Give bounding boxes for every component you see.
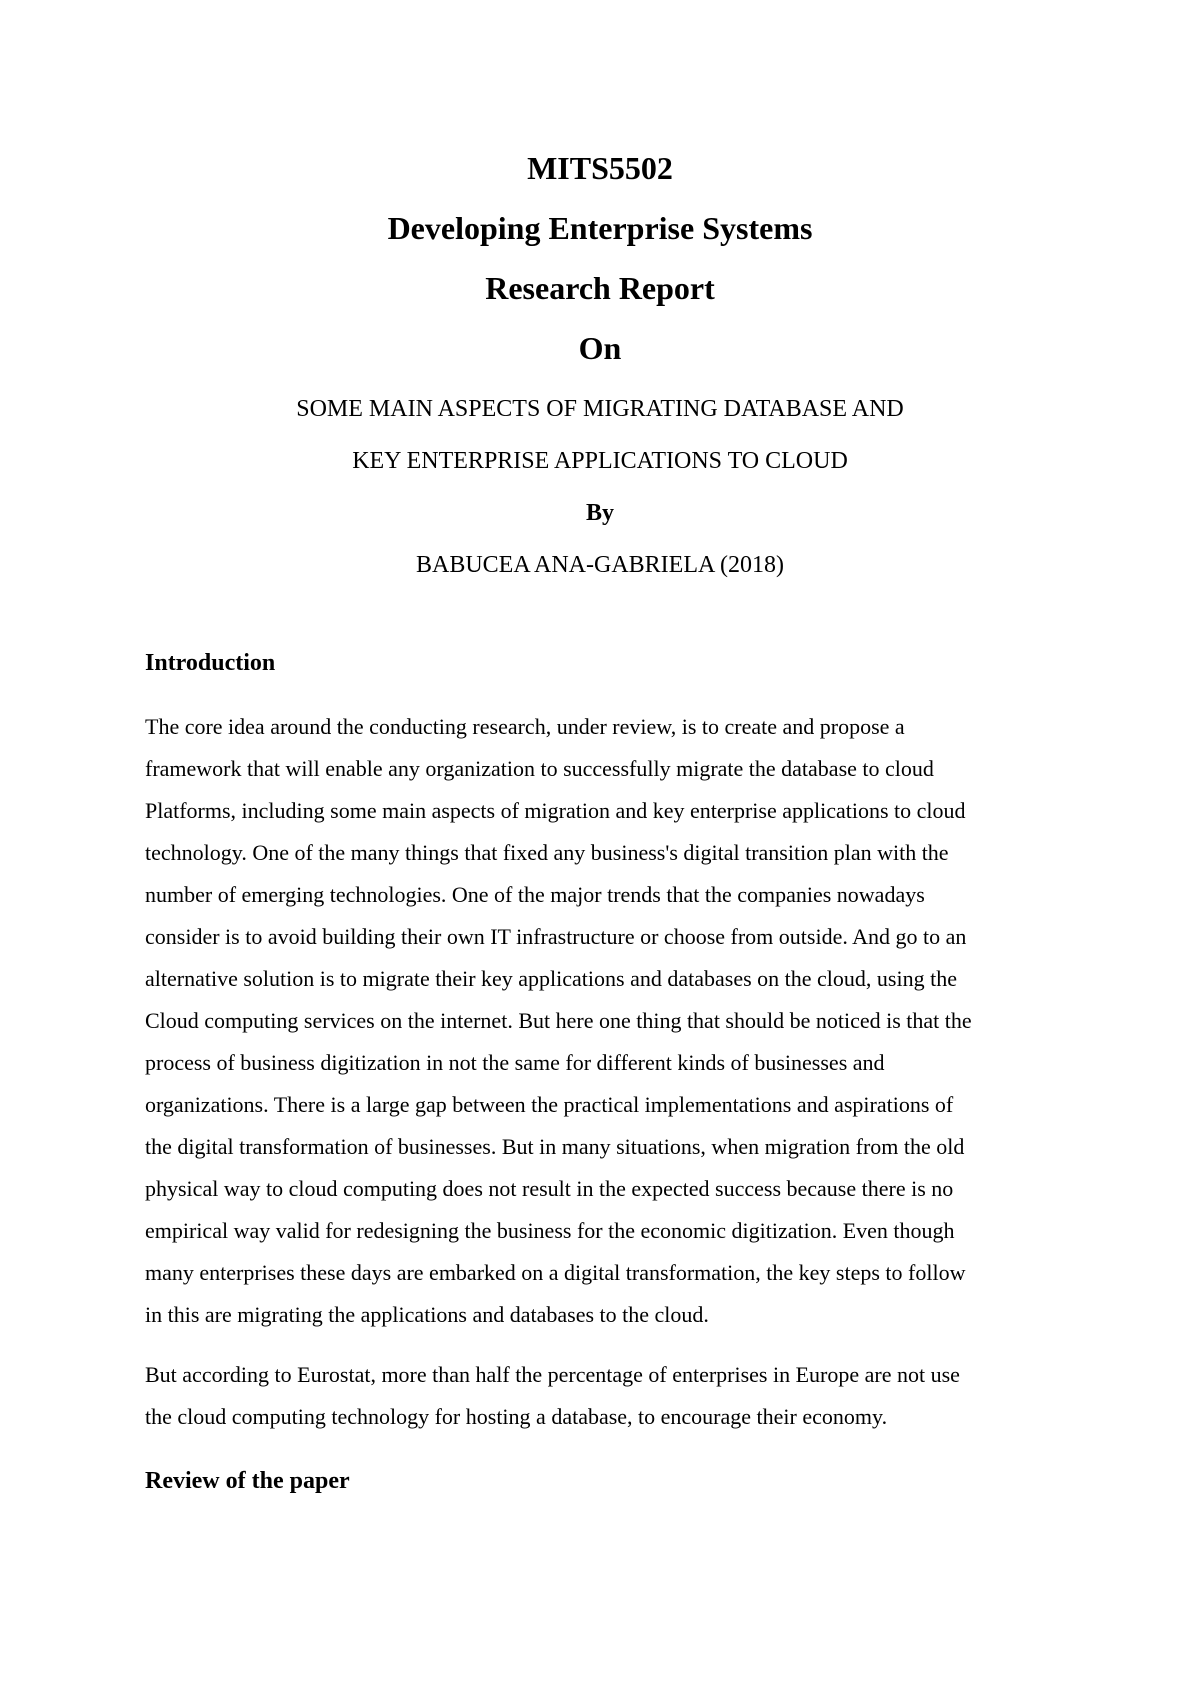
review-heading: Review of the paper [145,1468,350,1494]
paragraph-line: framework that will enable any organization to successfully migrate the database to cloud [145,756,934,781]
paragraph-line: empirical way valid for redesigning the business for the economic digitization. Even though [145,1218,955,1243]
paragraph-line: process of business digitization in not the same for different kinds of businesses and [145,1050,885,1075]
paragraph-line: organizations. There is a large gap between the practical implementations and aspirations of [145,1092,954,1117]
paragraph-line: physical way to cloud computing does not result in the expected success because there is no [145,1176,954,1201]
subject-line-2: KEY ENTERPRISE APPLICATIONS TO CLOUD [352,448,848,474]
paragraph-line: in this are migrating the applications and databases to the cloud. [145,1302,709,1327]
paragraph-line: Cloud computing services on the internet. But here one thing that should be noticed is that the [145,1008,972,1033]
paragraph-line: Platforms, including some main aspects of migration and key enterprise applications to cloud [145,798,966,823]
paragraph-line: technology. One of the many things that fixed any business's digital transition plan with the [145,840,949,865]
paragraph-line: the cloud computing technology for hosting a database, to encourage their economy. [145,1404,888,1429]
paragraph-line: But according to Eurostat, more than half the percentage of enterprises in Europe are not use [145,1362,960,1387]
report-type: Research Report [485,270,715,306]
paragraph-line: consider is to avoid building their own IT infrastructure or choose from outside. And go to an [145,924,967,949]
introduction-heading: Introduction [145,650,276,676]
paragraph-line: alternative solution is to migrate their key applications and databases on the cloud, using the [145,966,957,991]
course-name: Developing Enterprise Systems [387,210,813,246]
paragraph-line: many enterprises these days are embarked on a digital transformation, the key steps to follow [145,1260,966,1285]
author-line: BABUCEA ANA-GABRIELA (2018) [415,552,784,578]
on-label: On [578,330,622,366]
paragraph-line: the digital transformation of businesses. But in many situations, when migration from the old [145,1134,965,1159]
paragraph-line: The core idea around the conducting research, under review, is to create and propose a [145,714,905,739]
subject-line-1: SOME MAIN ASPECTS OF MIGRATING DATABASE AND [296,396,904,422]
paragraph-line: number of emerging technologies. One of the major trends that the companies nowadays [145,882,925,907]
by-label: By [585,500,614,526]
course-code: MITS5502 [527,150,673,186]
